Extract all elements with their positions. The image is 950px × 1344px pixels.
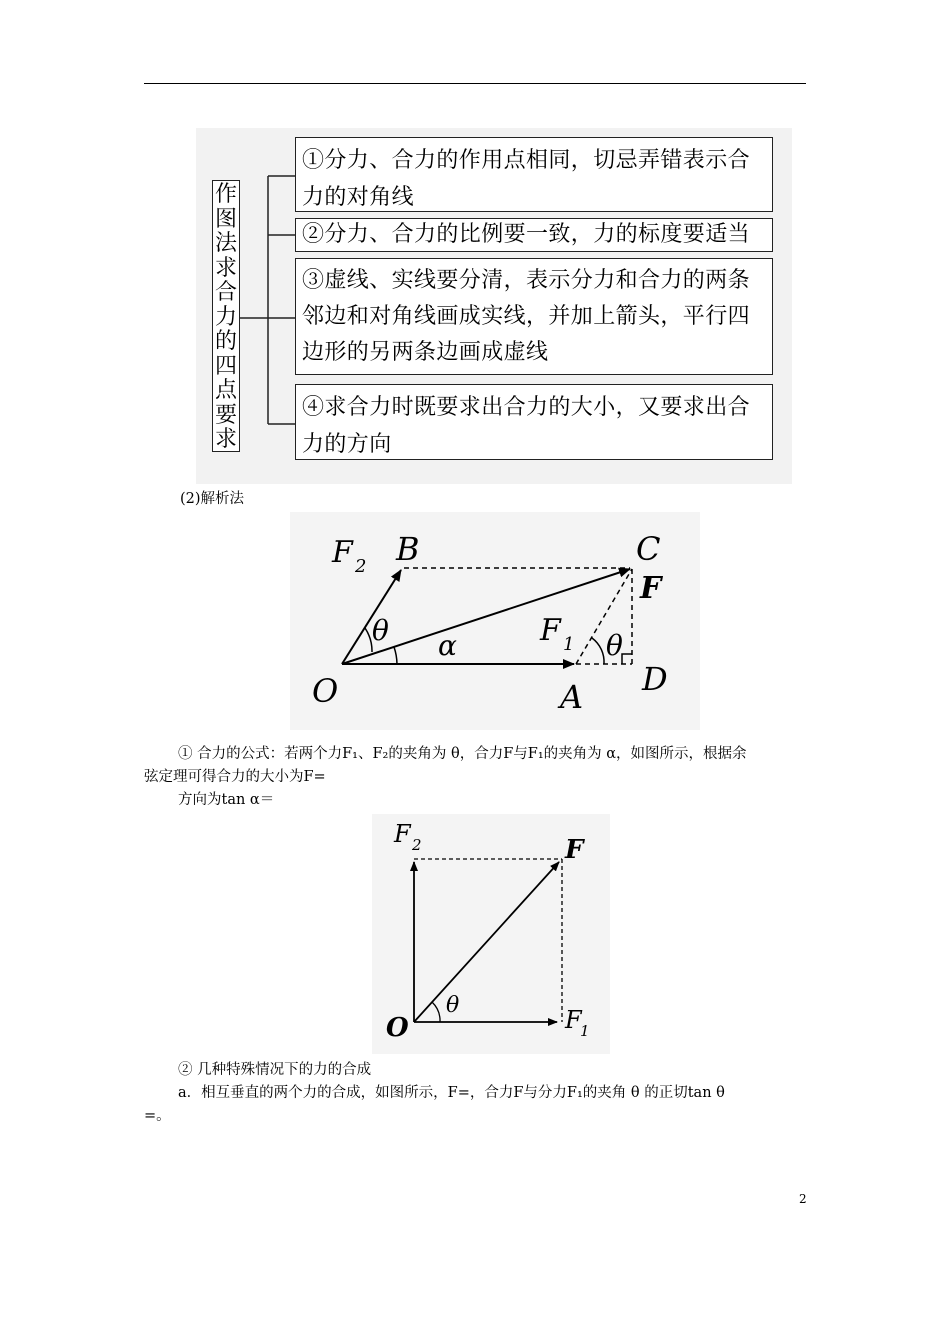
formula-line-1: ① 合力的公式：若两个力F₁、F₂的夹角为 θ，合力F与F₁的夹角为 α，如图所示，根据余 <box>178 746 747 762</box>
special-line-1: a．相互垂直的两个力的合成，如图所示，F=，合力F与分力F₁的夹角 θ 的正切tan θ <box>178 1085 725 1101</box>
label-f2-sub: 2 <box>412 836 422 854</box>
label-f: F <box>640 571 662 606</box>
label-d: D <box>642 660 668 698</box>
label-f2-sub: 2 <box>355 556 367 577</box>
title-char: 要 <box>214 402 237 428</box>
title-char: 四 <box>214 353 237 379</box>
title-char: 求 <box>214 255 237 281</box>
title-char: 图 <box>214 206 237 232</box>
page-number: 2 <box>799 1192 807 1206</box>
outline-point-3: ③虚线、实线要分清，表示分力和合力的两条邻边和对角线画成实线，并加上箭头，平行四边形的另两条边画成虚线 <box>295 258 773 375</box>
header-rule <box>144 83 806 84</box>
label-f1: F <box>565 1006 582 1034</box>
section-heading: (2)解析法 <box>180 491 245 507</box>
parallelogram-figure <box>290 512 710 732</box>
label-b: B <box>396 530 420 568</box>
title-char: 作 <box>214 182 237 207</box>
label-f1-sub: 1 <box>580 1022 590 1040</box>
special-line-2: =。 <box>144 1108 171 1124</box>
label-a: A <box>560 678 584 716</box>
title-char: 求 <box>214 427 237 452</box>
title-char: 合 <box>214 280 237 305</box>
outline-point-4: ④求合力时既要求出合力的大小，又要求出合力的方向 <box>295 384 773 460</box>
title-char: 力 <box>214 304 237 330</box>
special-heading: ② 几种特殊情况下的力的合成 <box>178 1062 372 1078</box>
label-theta-right: θ <box>606 629 623 662</box>
label-f1-sub: 1 <box>563 634 575 655</box>
label-f2: F <box>332 535 353 570</box>
title-char: 的 <box>214 329 237 354</box>
title-char: 法 <box>214 231 237 256</box>
outline-point-1: ①分力、合力的作用点相同，切忌弄错表示合力的对角线 <box>295 137 773 212</box>
label-o: O <box>386 1013 409 1043</box>
label-alpha: α <box>438 629 457 662</box>
label-f1: F <box>540 613 561 648</box>
label-o: O <box>312 672 339 710</box>
label-c: C <box>636 530 661 568</box>
label-f2: F <box>394 820 411 848</box>
outline-title <box>212 180 240 452</box>
title-char: 点 <box>214 378 237 403</box>
outline-point-2: ②分力、合力的比例要一致，力的标度要适当 <box>295 218 773 252</box>
label-theta-left: θ <box>372 614 389 647</box>
label-theta: θ <box>446 993 460 1018</box>
formula-line-2: 弦定理可得合力的大小为F= <box>144 769 326 785</box>
label-f: F <box>565 835 584 865</box>
formula-line-3: 方向为tan α＝ <box>178 792 275 808</box>
rectangle-figure <box>372 814 612 1054</box>
